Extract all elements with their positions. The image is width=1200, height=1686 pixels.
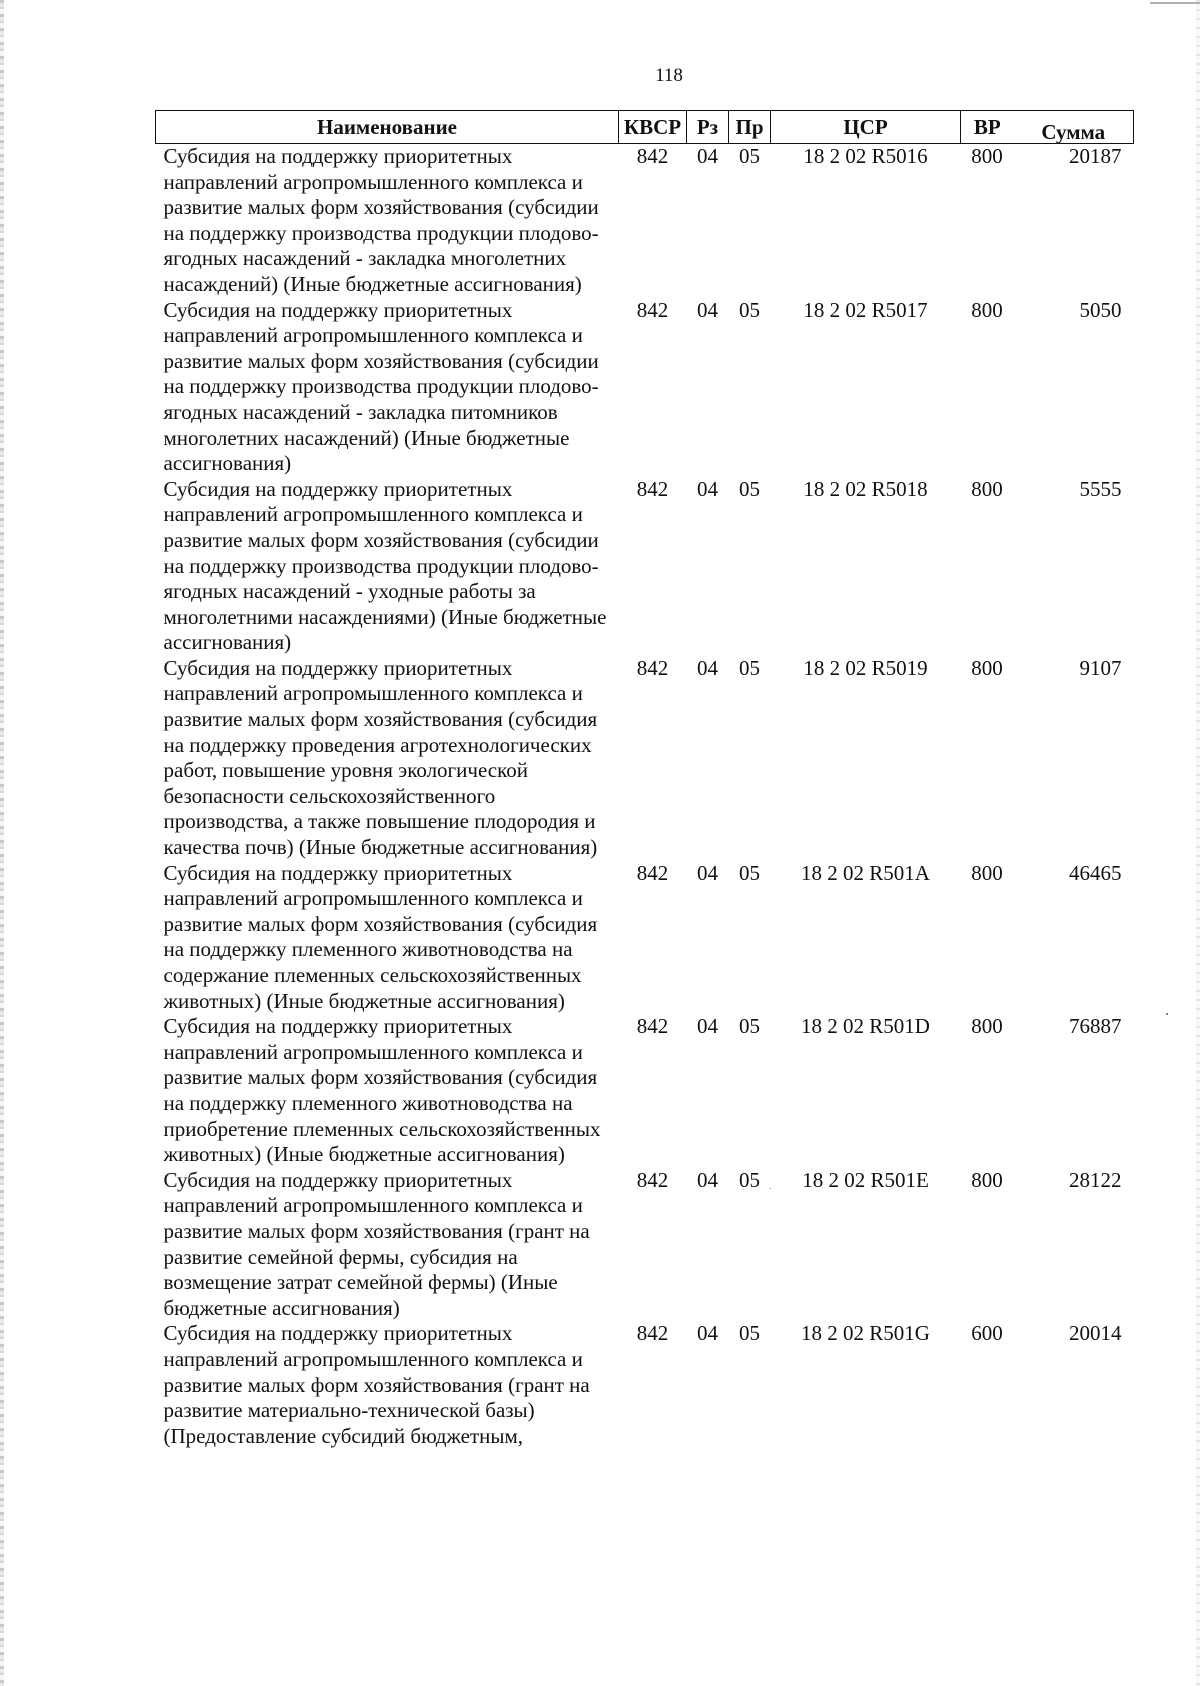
row-sum: 28122 [1069,1167,1122,1192]
row-sum: 46465 [1069,860,1122,885]
table-row [156,144,1134,298]
row-kvsr: 842 [636,476,669,501]
row-csr: 18 2 02 R5019 [803,655,928,680]
row-name: Субсидия на поддержку приоритетных направлений агропромышленного комплекса и развитие малых форм хозяйствования (субсидии на поддержку производства продукции плодово-ягодных насаждений - уходные работы за многолетними насаждениями) (Иные бюджетные ассигнования) [163,476,607,655]
row-rz: 04 [697,655,718,680]
row-rz: 04 [697,144,718,168]
row-csr: 18 2 02 R501G [801,1321,930,1346]
row-pr: 05 [739,860,760,885]
table-row [156,477,1134,656]
row-vr: 800 [971,144,1003,168]
row-rz: 04 [697,476,718,501]
row-name: Субсидия на поддержку приоритетных направлений агропромышленного комплекса и развитие малых форм хозяйствования (субсидия на поддержку проведения агротехнологических работ, повышение уровня экологической безопасности сельскохозяйственного производства, а также повышение плодородия и качества почв) (Иные бюджетные ассигнования) [163,655,598,860]
row-name: Субсидия на поддержку приоритетных направлений агропромышленного комплекса и развитие малых форм хозяйствования (субсидия на поддержку племенного животноводства на содержание племенных сельскохозяйственных животных) (Иные бюджетные ассигнования) [163,860,598,1013]
scan-edge-left [0,0,4,1686]
row-sum: 9107 [1079,655,1122,680]
appropriations-table [155,110,1134,1449]
row-kvsr: 842 [636,144,669,168]
row-csr: 18 2 02 R5017 [803,297,928,322]
row-sum: 76887 [1069,1014,1122,1039]
page-number: 118 [655,65,683,86]
table-row [156,298,1134,477]
table-row [156,1168,1134,1322]
header-name: Наименование [156,111,619,144]
row-pr: 05 [739,1167,760,1192]
row-name: Субсидия на поддержку приоритетных направлений агропромышленного комплекса и развитие малых форм хозяйствования (субсидии на поддержку производства продукции плодово-ягодных насаждений - закладка многолетних насаждений) (Иные бюджетные ассигнования) [163,144,599,296]
row-vr: 600 [971,1321,1003,1346]
row-sum: 5050 [1079,297,1122,322]
row-pr: 05 [739,1321,760,1346]
row-vr: 800 [971,1014,1003,1039]
header-rz: Рз [687,111,729,144]
scan-mark-top-right [1150,2,1200,4]
table-row [156,1321,1134,1449]
row-rz: 04 [697,860,718,885]
header-sum-label: Сумма [1041,120,1106,144]
row-rz: 04 [697,297,718,322]
row-vr: 800 [971,297,1003,322]
row-name: Субсидия на поддержку приоритетных направлений агропромышленного комплекса и развитие малых форм хозяйствования (грант на развитие материально-технической базы) (Предоставление субсидий бюджетным, [163,1321,590,1448]
row-pr: 05 [739,476,760,501]
row-vr: 800 [971,476,1003,501]
row-name: Субсидия на поддержку приоритетных направлений агропромышленного комплекса и развитие малых форм хозяйствования (субсидии на поддержку производства продукции плодово-ягодных насаждений - закладка питомников многолетних насаждений) (Иные бюджетные ассигнования) [163,297,599,476]
table-row [156,861,1134,1015]
row-vr: 800 [971,860,1003,885]
scan-speck [1166,1013,1168,1015]
row-csr: 18 2 02 R5018 [803,476,928,501]
header-sum [1014,111,1134,144]
row-name: Субсидия на поддержку приоритетных направлений агропромышленного комплекса и развитие малых форм хозяйствования (грант на развитие семейной фермы, субсидия на возмещение затрат семейной фермы) (Иные бюджетные ассигнования) [163,1167,590,1320]
row-pr: 05 [739,655,760,680]
row-csr: 18 2 02 R501D [801,1014,930,1039]
table-row [156,656,1134,861]
row-sum: 5555 [1079,476,1122,501]
header-pr: Пр [729,111,771,144]
table-row [156,1014,1134,1168]
row-kvsr: 842 [636,297,669,322]
row-kvsr: 842 [636,1014,669,1039]
table-header-row [156,111,1134,144]
row-sum: 20187 [1069,144,1122,168]
row-pr: 05 [739,1014,760,1039]
scan-edge-right [1196,0,1200,1686]
header-vr: ВР [961,111,1014,144]
header-kvsr: КВСР [619,111,687,144]
row-vr: 800 [971,1167,1003,1192]
row-csr: 18 2 02 R501A [801,860,930,885]
row-kvsr: 842 [636,860,669,885]
row-rz: 04 [697,1321,718,1346]
row-vr: 800 [971,655,1003,680]
row-rz: 04 [697,1014,718,1039]
row-pr: 05 [739,297,760,322]
row-csr: 18 2 02 R501E [802,1167,929,1192]
row-name: Субсидия на поддержку приоритетных направлений агропромышленного комплекса и развитие малых форм хозяйствования (субсидия на поддержку племенного животноводства на приобретение племенных сельскохозяйственных животных) (Иные бюджетные ассигнования) [163,1014,601,1167]
row-csr: 18 2 02 R5016 [803,144,928,168]
row-pr: 05 [739,144,760,168]
header-csr: ЦСР [771,111,961,144]
row-kvsr: 842 [636,1321,669,1346]
row-kvsr: 842 [636,655,669,680]
row-rz: 04 [697,1167,718,1192]
row-kvsr: 842 [636,1167,669,1192]
row-sum: 20014 [1069,1321,1122,1346]
